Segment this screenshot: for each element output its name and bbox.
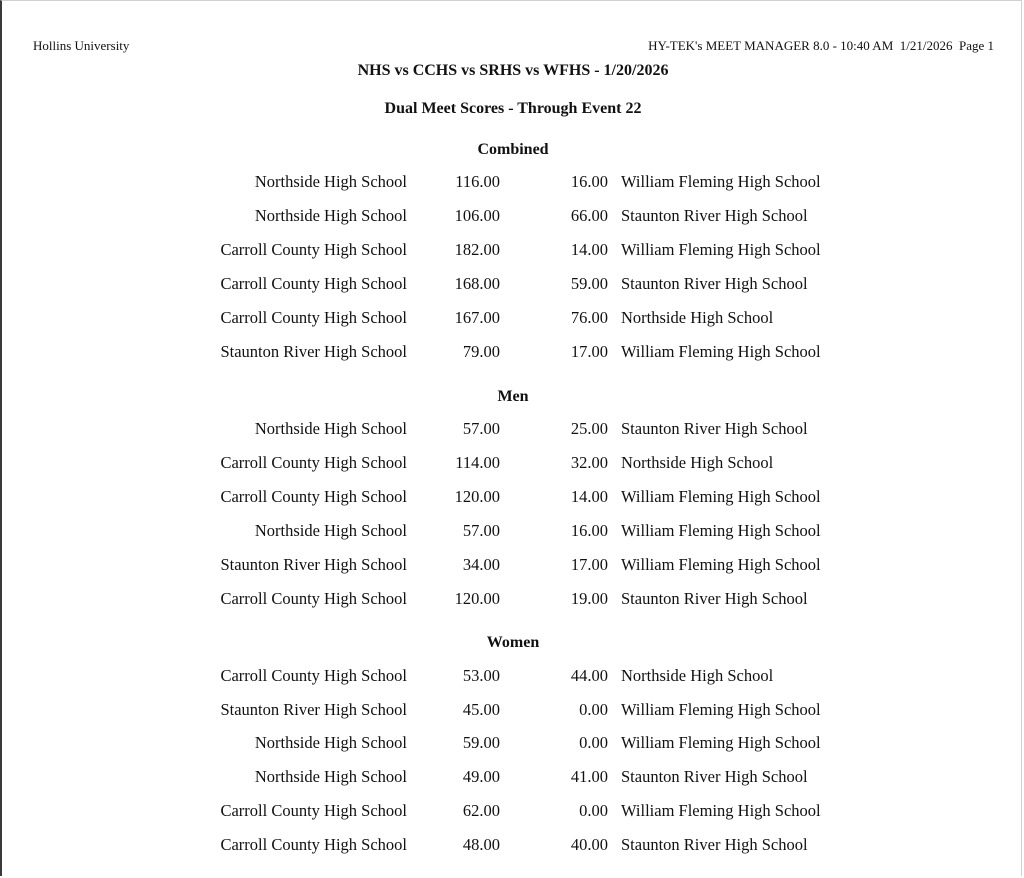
team-b: Northside High School: [621, 453, 774, 472]
score-row: [0, 206, 1024, 230]
team-a: Northside High School: [254, 206, 407, 225]
team-a: Staunton River High School: [220, 342, 407, 361]
report-subtitle: Dual Meet Scores - Through Event 22: [384, 100, 642, 117]
score-a: 57.00: [462, 521, 500, 540]
team-b: William Fleming High School: [621, 342, 821, 361]
team-a: Northside High School: [254, 521, 407, 540]
team-a: Staunton River High School: [220, 700, 407, 719]
score-row: [0, 308, 1024, 332]
score-b: 17.00: [570, 555, 608, 574]
score-a: 79.00: [462, 342, 500, 361]
section-heading-women: Women: [486, 634, 540, 651]
score-row: [0, 801, 1024, 825]
score-row: [0, 419, 1024, 443]
team-b: Staunton River High School: [621, 419, 808, 438]
team-a: Northside High School: [254, 767, 407, 786]
score-b: 17.00: [570, 342, 608, 361]
score-a: 48.00: [462, 835, 500, 854]
score-b: 32.00: [570, 453, 608, 472]
team-a: Carroll County High School: [220, 240, 407, 259]
team-a: Carroll County High School: [220, 666, 407, 685]
score-a: 120.00: [454, 589, 500, 608]
score-b: 14.00: [570, 240, 608, 259]
team-b: William Fleming High School: [621, 801, 821, 820]
score-b: 44.00: [570, 666, 608, 685]
score-row: [0, 555, 1024, 579]
score-a: 49.00: [462, 767, 500, 786]
team-a: Northside High School: [254, 172, 407, 191]
score-a: 114.00: [455, 453, 500, 472]
score-a: 168.00: [454, 274, 500, 293]
score-row: [0, 240, 1024, 264]
score-row: [0, 521, 1024, 545]
score-b: 0.00: [579, 801, 608, 820]
score-row: [0, 172, 1024, 196]
meet-title: NHS vs CCHS vs SRHS vs WFHS - 1/20/2026: [357, 62, 669, 79]
section-heading-combined: Combined: [477, 141, 549, 158]
score-b: 14.00: [570, 487, 608, 506]
score-row: [0, 453, 1024, 477]
team-b: Staunton River High School: [621, 206, 808, 225]
score-b: 76.00: [570, 308, 608, 327]
score-row: [0, 767, 1024, 791]
score-row: [0, 733, 1024, 757]
score-a: 34.00: [462, 555, 500, 574]
team-b: Staunton River High School: [621, 589, 808, 608]
score-row: [0, 487, 1024, 511]
team-a: Carroll County High School: [220, 453, 407, 472]
score-row: [0, 666, 1024, 690]
score-row: [0, 835, 1024, 859]
section-heading-men: Men: [497, 388, 529, 405]
team-b: William Fleming High School: [621, 700, 821, 719]
score-a: 62.00: [462, 801, 500, 820]
score-row: [0, 342, 1024, 366]
score-b: 0.00: [579, 733, 608, 752]
score-b: 66.00: [570, 206, 608, 225]
score-b: 0.00: [579, 700, 608, 719]
team-a: Carroll County High School: [220, 801, 407, 820]
team-b: Northside High School: [621, 308, 774, 327]
team-b: Staunton River High School: [621, 835, 808, 854]
score-row: [0, 700, 1024, 724]
team-b: William Fleming High School: [621, 555, 821, 574]
score-b: 16.00: [570, 172, 608, 191]
team-a: Staunton River High School: [220, 555, 407, 574]
team-a: Carroll County High School: [220, 274, 407, 293]
score-b: 40.00: [570, 835, 608, 854]
score-a: 120.00: [454, 487, 500, 506]
score-b: 25.00: [570, 419, 608, 438]
score-b: 19.00: [570, 589, 608, 608]
team-a: Carroll County High School: [220, 308, 407, 327]
team-b: Northside High School: [621, 666, 774, 685]
team-a: Northside High School: [254, 419, 407, 438]
header-software-info: HY-TEK's MEET MANAGER 8.0 - 10:40 AM 1/21/2026 Page 1: [648, 38, 994, 53]
score-a: 59.00: [462, 733, 500, 752]
score-row: [0, 274, 1024, 298]
score-row: [0, 589, 1024, 613]
team-b: Staunton River High School: [621, 767, 808, 786]
header-organization: Hollins University: [33, 38, 130, 53]
team-b: Staunton River High School: [621, 274, 808, 293]
team-b: William Fleming High School: [621, 521, 821, 540]
score-b: 16.00: [570, 521, 608, 540]
score-a: 116.00: [455, 172, 500, 191]
team-a: Northside High School: [254, 733, 407, 752]
score-a: 57.00: [462, 419, 500, 438]
score-b: 59.00: [570, 274, 608, 293]
team-b: William Fleming High School: [621, 172, 821, 191]
team-b: William Fleming High School: [621, 240, 821, 259]
score-a: 45.00: [462, 700, 500, 719]
score-a: 182.00: [454, 240, 500, 259]
score-a: 106.00: [454, 206, 500, 225]
team-b: William Fleming High School: [621, 487, 821, 506]
score-a: 167.00: [454, 308, 500, 327]
score-a: 53.00: [462, 666, 500, 685]
score-b: 41.00: [570, 767, 608, 786]
team-a: Carroll County High School: [220, 835, 407, 854]
team-a: Carroll County High School: [220, 487, 407, 506]
team-a: Carroll County High School: [220, 589, 407, 608]
team-b: William Fleming High School: [621, 733, 821, 752]
